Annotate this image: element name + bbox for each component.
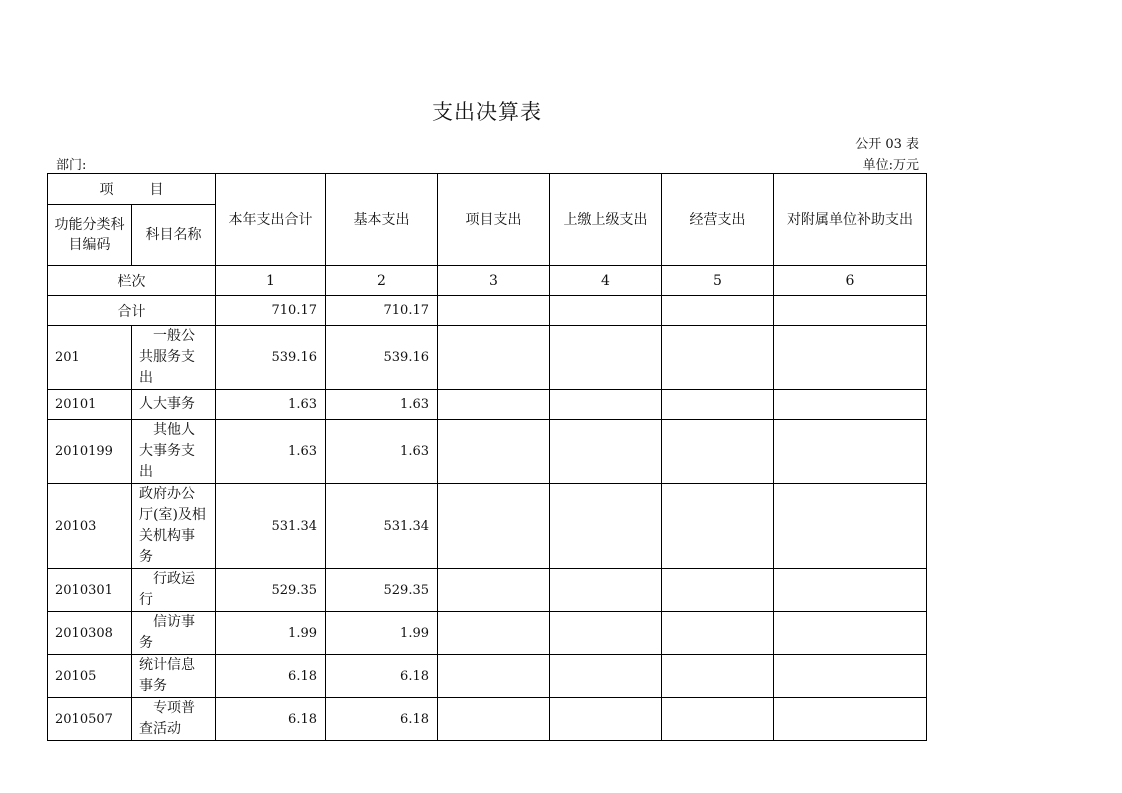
table-row xyxy=(48,326,927,390)
row-code: 2010308 xyxy=(48,612,132,655)
empty-cell xyxy=(550,569,662,612)
row-total: 6.18 xyxy=(216,698,326,741)
empty-cell xyxy=(774,484,927,569)
empty-cell xyxy=(774,655,927,698)
table-row xyxy=(48,655,927,698)
table-row xyxy=(48,612,927,655)
header-total: 本年支出合计 xyxy=(216,174,326,266)
row-code: 20103 xyxy=(48,484,132,569)
empty-cell xyxy=(662,326,774,390)
empty-cell xyxy=(662,612,774,655)
column-index-2: 2 xyxy=(326,266,438,296)
empty-cell xyxy=(438,698,550,741)
row-basic: 531.34 xyxy=(326,484,438,569)
empty-cell xyxy=(774,390,927,420)
empty-cell xyxy=(550,655,662,698)
column-index-6: 6 xyxy=(774,266,927,296)
total-basic: 710.17 xyxy=(326,296,438,326)
department-label: 部门: xyxy=(56,158,87,173)
table-row xyxy=(48,698,927,741)
header-subject-name: 科目名称 xyxy=(132,205,216,266)
header-item-right: 目 xyxy=(149,182,164,198)
row-code: 2010199 xyxy=(48,420,132,484)
row-name: 政府办公厅(室)及相关机构事务 xyxy=(132,484,216,569)
empty-cell xyxy=(550,326,662,390)
total-row xyxy=(48,296,927,326)
header-item xyxy=(48,174,216,205)
row-code: 20101 xyxy=(48,390,132,420)
row-total: 531.34 xyxy=(216,484,326,569)
column-index-3: 3 xyxy=(438,266,550,296)
row-name: 信访事务 xyxy=(132,612,216,655)
empty-cell xyxy=(550,698,662,741)
unit-label: 单位:万元 xyxy=(862,158,919,173)
empty-cell xyxy=(438,296,550,326)
row-basic: 6.18 xyxy=(326,698,438,741)
column-index-1: 1 xyxy=(216,266,326,296)
row-total: 6.18 xyxy=(216,655,326,698)
empty-cell xyxy=(438,390,550,420)
empty-cell xyxy=(438,326,550,390)
table-row xyxy=(48,484,927,569)
column-index-label: 栏次 xyxy=(48,266,216,296)
empty-cell xyxy=(662,655,774,698)
empty-cell xyxy=(550,612,662,655)
table-row xyxy=(48,569,927,612)
header-project: 项目支出 xyxy=(438,174,550,266)
row-name: 统计信息事务 xyxy=(132,655,216,698)
empty-cell xyxy=(438,484,550,569)
empty-cell xyxy=(774,569,927,612)
empty-cell xyxy=(662,296,774,326)
total-amount: 710.17 xyxy=(216,296,326,326)
empty-cell xyxy=(550,420,662,484)
empty-cell xyxy=(774,296,927,326)
empty-cell xyxy=(662,390,774,420)
row-name: 其他人大事务支出 xyxy=(132,420,216,484)
empty-cell xyxy=(774,698,927,741)
row-name: 行政运行 xyxy=(132,569,216,612)
row-total: 539.16 xyxy=(216,326,326,390)
empty-cell xyxy=(662,698,774,741)
empty-cell xyxy=(438,420,550,484)
row-name: 人大事务 xyxy=(132,390,216,420)
expenditure-table xyxy=(47,173,927,741)
empty-cell xyxy=(774,326,927,390)
header-item-left: 项 xyxy=(99,182,114,198)
row-name: 专项普查活动 xyxy=(132,698,216,741)
row-basic: 1.63 xyxy=(326,420,438,484)
empty-cell xyxy=(550,296,662,326)
row-basic: 1.63 xyxy=(326,390,438,420)
row-name: 一般公共服务支出 xyxy=(132,326,216,390)
column-index-5: 5 xyxy=(662,266,774,296)
row-basic: 6.18 xyxy=(326,655,438,698)
header-business: 经营支出 xyxy=(662,174,774,266)
column-index-4: 4 xyxy=(550,266,662,296)
empty-cell xyxy=(550,484,662,569)
row-basic: 529.35 xyxy=(326,569,438,612)
row-code: 2010301 xyxy=(48,569,132,612)
page-title: 支出决算表 xyxy=(432,100,542,124)
row-basic: 539.16 xyxy=(326,326,438,390)
header-upper: 上缴上级支出 xyxy=(550,174,662,266)
table-row xyxy=(48,390,927,420)
empty-cell xyxy=(438,655,550,698)
header-func-code: 功能分类科目编码 xyxy=(48,205,132,266)
empty-cell xyxy=(774,420,927,484)
empty-cell xyxy=(550,390,662,420)
header-subsidy: 对附属单位补助支出 xyxy=(774,174,927,266)
empty-cell xyxy=(662,569,774,612)
table-row xyxy=(48,420,927,484)
row-code: 20105 xyxy=(48,655,132,698)
header-basic: 基本支出 xyxy=(326,174,438,266)
form-code: 公开 03 表 xyxy=(855,137,919,152)
row-total: 529.35 xyxy=(216,569,326,612)
empty-cell xyxy=(438,569,550,612)
row-total: 1.63 xyxy=(216,420,326,484)
empty-cell xyxy=(662,484,774,569)
row-total: 1.99 xyxy=(216,612,326,655)
empty-cell xyxy=(662,420,774,484)
empty-cell xyxy=(774,612,927,655)
row-total: 1.63 xyxy=(216,390,326,420)
row-code: 2010507 xyxy=(48,698,132,741)
total-label: 合计 xyxy=(48,296,216,326)
row-basic: 1.99 xyxy=(326,612,438,655)
row-code: 201 xyxy=(48,326,132,390)
empty-cell xyxy=(438,612,550,655)
